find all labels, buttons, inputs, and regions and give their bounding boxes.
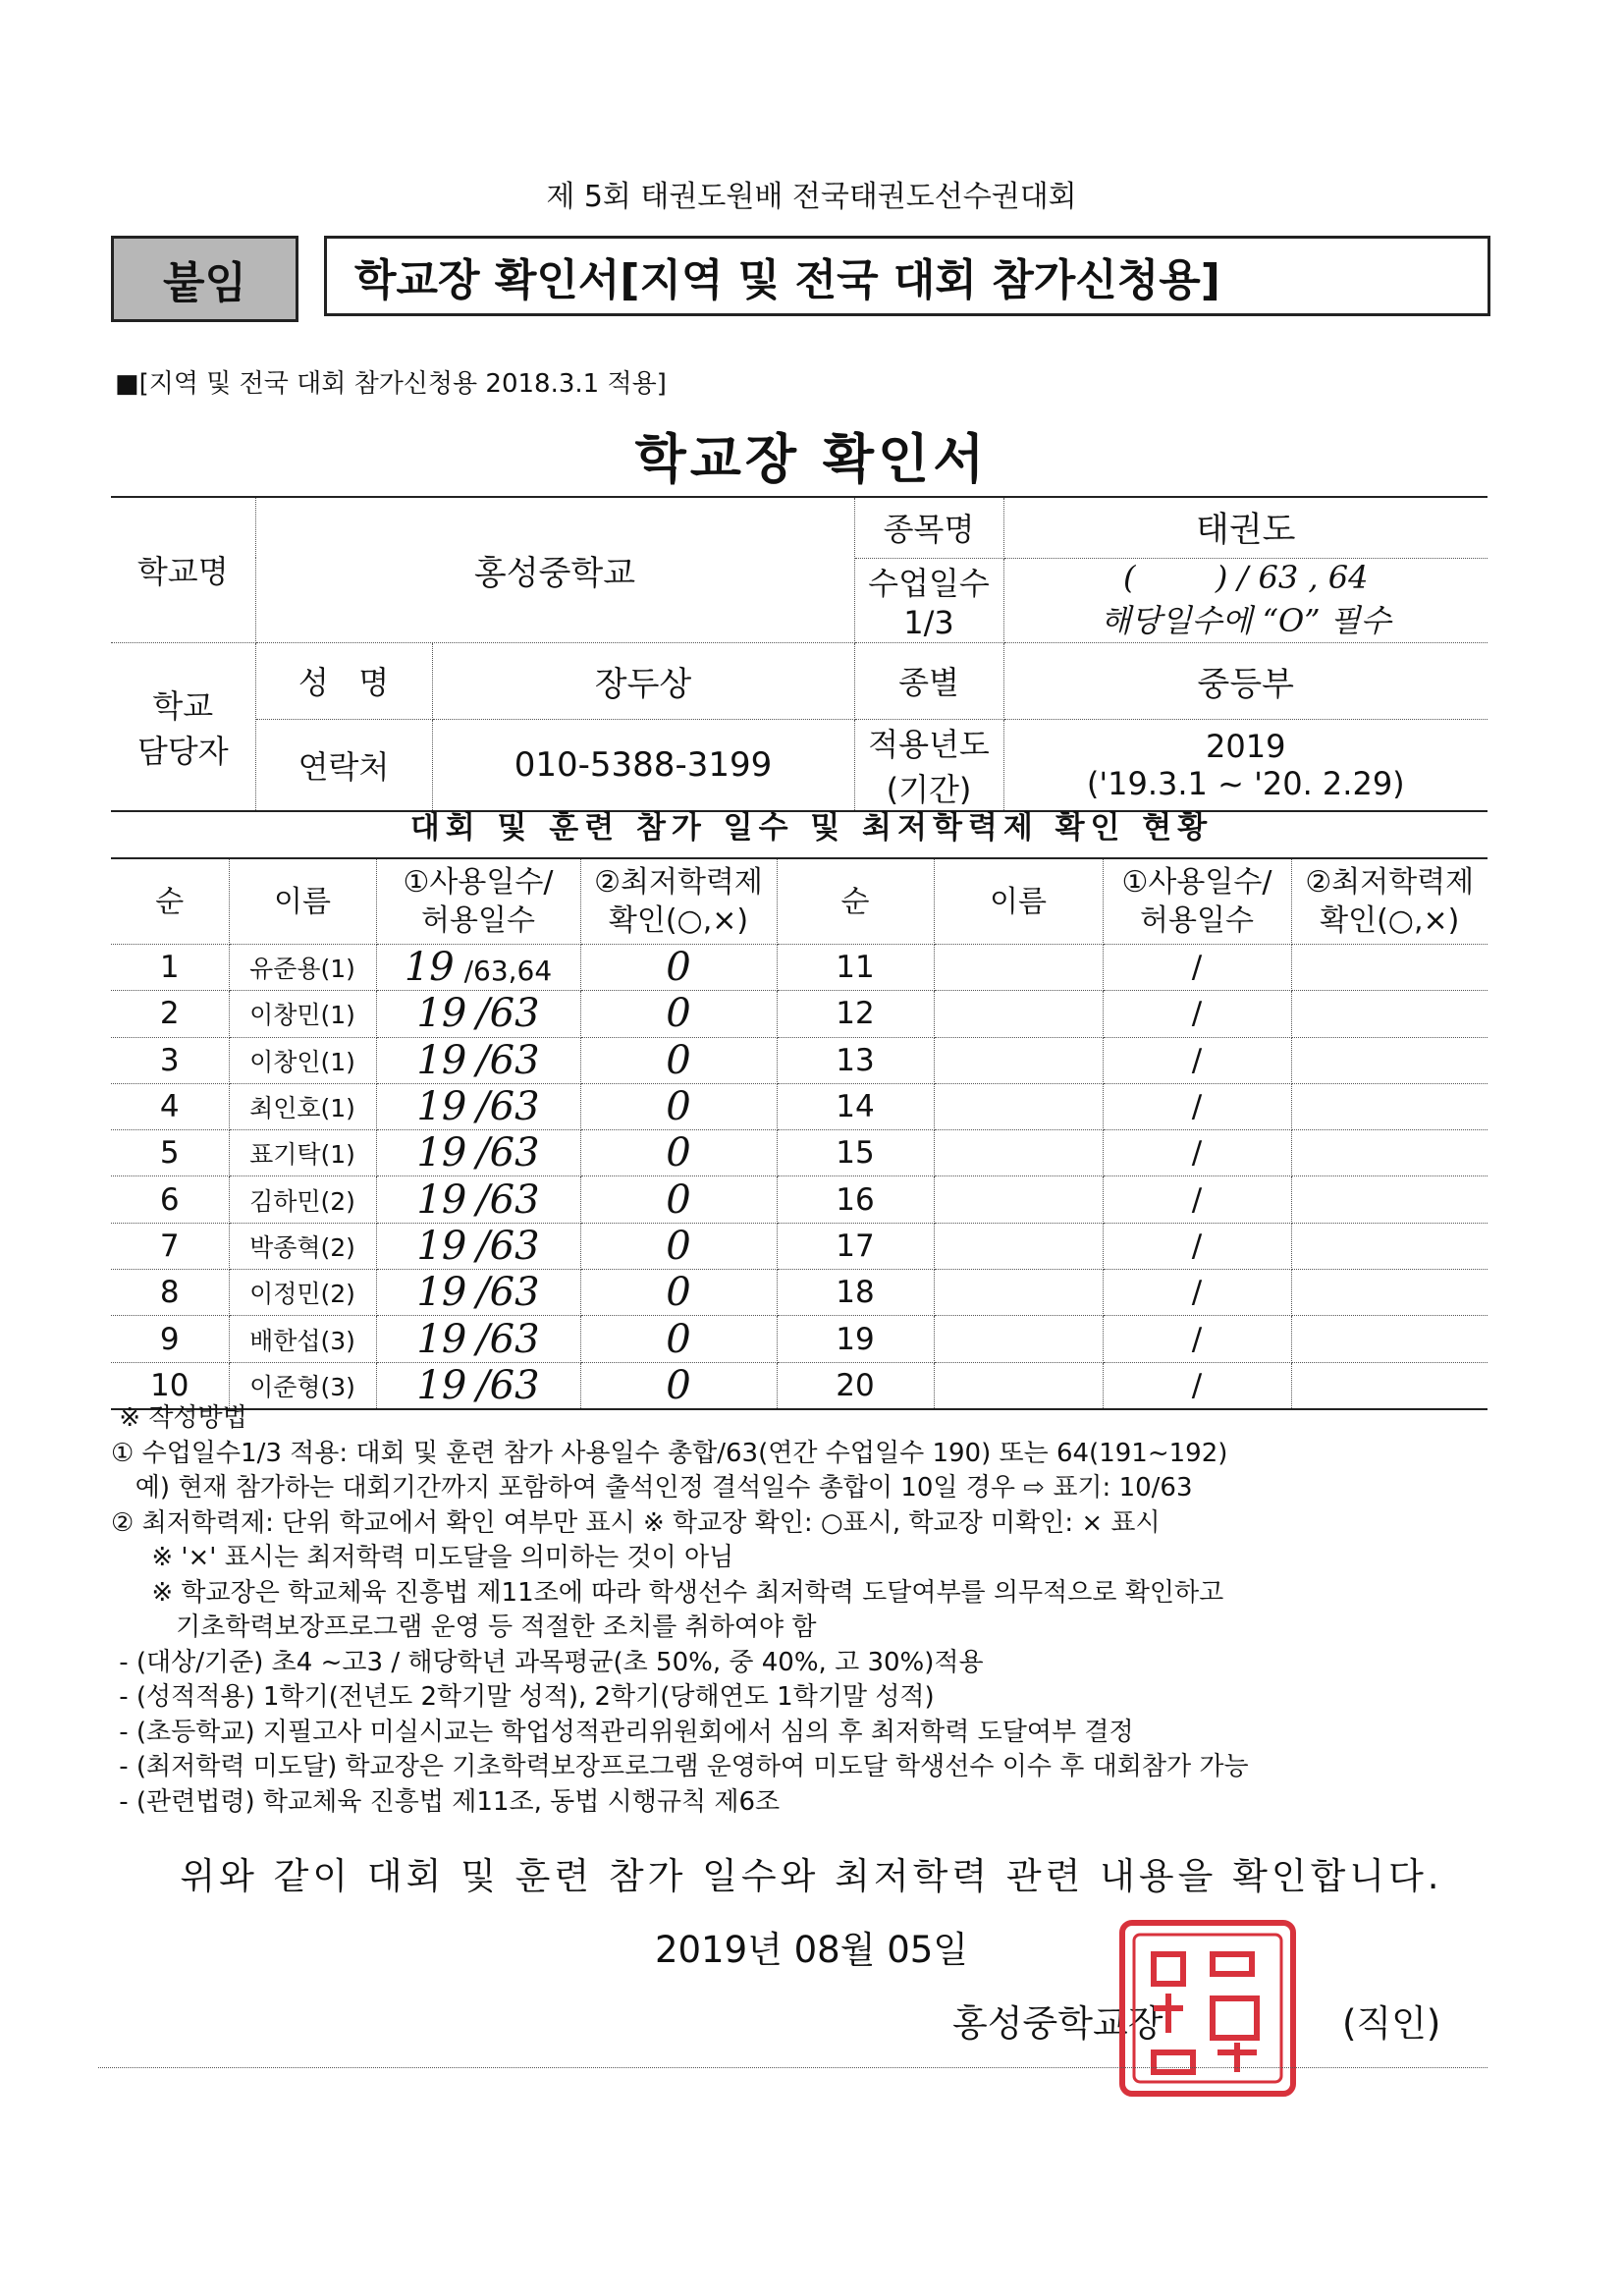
note-line: ※ 학교장은 학교체육 진흥법 제11조에 따라 학생선수 최저학력 도달여부를 의무적으로 확인하고: [111, 1577, 1224, 1608]
col-min: [580, 858, 777, 945]
row-no: 12: [777, 991, 934, 1037]
days-empty: /: [1103, 1270, 1291, 1316]
min-check: 0: [580, 991, 777, 1037]
document-title: 학교장 확인서: [634, 428, 989, 490]
allowed-days: /63: [476, 1316, 540, 1362]
used-days: 19: [416, 1084, 467, 1130]
note-line: - (최저학력 미도달) 학교장은 기초학력보장프로그램 운영하여 미도달 학생선수 이수 후 대회참가 가능: [111, 1752, 1249, 1781]
col-min-b-2: 확인(○,×): [1320, 903, 1460, 938]
sport-label: 종목명: [854, 497, 1003, 558]
student-name-empty: [934, 945, 1103, 991]
student-name-empty: [934, 1316, 1103, 1362]
used-days: 19: [416, 1037, 467, 1083]
division-value: 중등부: [1003, 642, 1488, 719]
name-label: 성 명: [255, 642, 432, 719]
row-no: 16: [777, 1176, 934, 1223]
summary-heading: 대회 및 훈련 참가 일수 및 최저학력제 확인 현황: [409, 810, 1214, 846]
note-line: - (초등학교) 지필고사 미실시교는 학업성적관리위원회에서 심의 후 최저학력 도달여부 결정: [111, 1717, 1134, 1747]
allowed-days: /63,64: [463, 955, 553, 988]
bottom-divider: [98, 2067, 1488, 2068]
note-line: - (대상/기준) 초4 ~고3 / 해당학년 과목평균(초 50%, 중 40%, 고 30%)적용: [111, 1647, 984, 1677]
col-name-2: 이름: [934, 858, 1103, 945]
row-no: 10: [111, 1362, 229, 1409]
year-label-2: (기간): [886, 770, 972, 808]
used-days: 19: [416, 1316, 467, 1362]
col-min-b-1: ②최저학력제: [1305, 865, 1475, 900]
min-empty: [1291, 1223, 1488, 1269]
col-days-b-2: 허용일수: [1140, 903, 1254, 938]
days-cell: [376, 1270, 580, 1316]
table-row: [111, 991, 1488, 1037]
col-min-b: [1291, 858, 1488, 945]
class-days-label: [854, 558, 1003, 642]
allowed-days: /63: [476, 1362, 540, 1408]
row-no: 14: [777, 1083, 934, 1129]
phone-label: 연락처: [255, 719, 432, 811]
days-cell: [376, 991, 580, 1037]
student-name-empty: [934, 1037, 1103, 1083]
allowed-days: /63: [476, 1176, 540, 1223]
class-days-note: 해당일수에 “O” 필수: [1100, 602, 1391, 639]
min-empty: [1291, 1316, 1488, 1362]
min-check: 0: [580, 1270, 777, 1316]
col-min-2: 확인(○,×): [608, 903, 749, 938]
year-label: [854, 719, 1003, 811]
student-name-empty: [934, 1223, 1103, 1269]
student-name-empty: [934, 1270, 1103, 1316]
student-name: 김하민(2): [229, 1176, 376, 1223]
year-value-1: 2019: [1206, 727, 1286, 765]
min-empty: [1291, 991, 1488, 1037]
contact-group-label-2: 담당자: [136, 732, 229, 770]
year-value-2: ('19.3.1 ~ '20. 2.29): [1086, 764, 1405, 802]
row-no: 11: [777, 945, 934, 991]
row-no: 17: [777, 1223, 934, 1269]
student-name-empty: [934, 1176, 1103, 1223]
student-name: 이정민(2): [229, 1270, 376, 1316]
attachment-label: 붙임: [111, 236, 298, 322]
contact-group-label: [111, 642, 255, 811]
note-line: ② 최저학력제: 단위 학교에서 확인 여부만 표시 ※ 학교장 확인: ○표시, 학교장 미확인: × 표시: [111, 1507, 1161, 1538]
col-days-b-1: ①사용일수/: [1121, 865, 1272, 900]
note-line: ※ 작성방법: [111, 1403, 247, 1433]
principal-signer: 홍성중학교장: [952, 2002, 1163, 2045]
row-no: 3: [111, 1037, 229, 1083]
used-days: 19: [416, 1362, 467, 1408]
row-no: 6: [111, 1176, 229, 1223]
sport-value: 태권도: [1003, 497, 1488, 558]
used-days: 19: [416, 1270, 467, 1316]
row-no: 19: [777, 1316, 934, 1362]
days-cell: [376, 1130, 580, 1176]
min-empty: [1291, 1083, 1488, 1129]
school-info-table: [111, 496, 1488, 812]
official-seal-icon: [1114, 1915, 1301, 2102]
note-line: 기초학력보장프로그램 운영 등 적절한 조치를 취하여야 함: [111, 1613, 817, 1642]
used-days: 19: [416, 1176, 467, 1223]
table-row: [111, 1130, 1488, 1176]
min-check: 0: [580, 945, 777, 991]
col-min-1: ②최저학력제: [594, 865, 763, 900]
col-days: [376, 858, 580, 945]
table-row: [111, 1037, 1488, 1083]
used-days: 19: [416, 1223, 467, 1269]
note-line: - (관련법령) 학교체육 진흥법 제11조, 동법 시행규칙 제6조: [111, 1786, 781, 1817]
form-header: 학교장 확인서[지역 및 전국 대회 참가신청용]: [324, 236, 1490, 316]
instructions: [111, 1401, 1486, 1820]
col-name: 이름: [229, 858, 376, 945]
class-days-label-2: 1/3: [903, 604, 954, 641]
min-empty: [1291, 1270, 1488, 1316]
student-name: 표기탁(1): [229, 1130, 376, 1176]
contact-group-label-1: 학교: [152, 686, 214, 725]
table-row: [111, 1083, 1488, 1129]
row-no: 18: [777, 1270, 934, 1316]
min-check: 0: [580, 1223, 777, 1269]
school-value: 홍성중학교: [255, 497, 854, 642]
school-label: 학교명: [111, 497, 255, 642]
days-cell: [376, 1083, 580, 1129]
days-empty: /: [1103, 945, 1291, 991]
seal-label: (직인): [1342, 2002, 1441, 2045]
student-name: 이준형(3): [229, 1362, 376, 1409]
phone-value: 010-5388-3199: [432, 719, 854, 811]
class-days-cell: [1003, 558, 1488, 642]
roster-table: [111, 857, 1488, 1410]
class-days-value: ( ) / 63 , 64: [1123, 559, 1369, 596]
row-no: 5: [111, 1130, 229, 1176]
table-row: [111, 1223, 1488, 1269]
note-line: ① 수업일수1/3 적용: 대회 및 훈련 참가 사용일수 총합/63(연간 수업일수 190) 또는 64(191~192): [111, 1438, 1228, 1468]
name-value: 장두상: [432, 642, 854, 719]
days-empty: /: [1103, 1130, 1291, 1176]
student-name-empty: [934, 1130, 1103, 1176]
allowed-days: /63: [476, 1037, 540, 1083]
class-days-label-1: 수업일수: [868, 565, 990, 602]
min-check: 0: [580, 1316, 777, 1362]
student-name: 이창인(1): [229, 1037, 376, 1083]
min-empty: [1291, 1176, 1488, 1223]
allowed-days: /63: [476, 1130, 540, 1176]
student-name-empty: [934, 991, 1103, 1037]
table-row: [111, 1316, 1488, 1362]
days-cell: [376, 1223, 580, 1269]
days-empty: /: [1103, 1223, 1291, 1269]
confirmation-statement: 위와 같이 대회 및 훈련 참가 일수와 최저학력 관련 내용을 확인합니다.: [180, 1855, 1443, 1897]
note-line: ※ '×' 표시는 최저학력 미도달을 의미하는 것이 아님: [111, 1543, 734, 1572]
used-days: 19: [404, 945, 455, 991]
min-check: 0: [580, 1130, 777, 1176]
days-empty: /: [1103, 1362, 1291, 1409]
row-no: 4: [111, 1083, 229, 1129]
used-days: 19: [416, 1130, 467, 1176]
student-name: 이창민(1): [229, 991, 376, 1037]
min-empty: [1291, 1130, 1488, 1176]
days-empty: /: [1103, 1176, 1291, 1223]
allowed-days: /63: [476, 1270, 540, 1316]
row-no: 1: [111, 945, 229, 991]
student-name-empty: [934, 1083, 1103, 1129]
days-empty: /: [1103, 991, 1291, 1037]
form-note: ■[지역 및 전국 대회 참가신청용 2018.3.1 적용]: [115, 369, 667, 399]
row-no: 20: [777, 1362, 934, 1409]
days-empty: /: [1103, 1083, 1291, 1129]
min-check: 0: [580, 1083, 777, 1129]
row-no: 2: [111, 991, 229, 1037]
min-check: 0: [580, 1037, 777, 1083]
row-no: 9: [111, 1316, 229, 1362]
min-check: 0: [580, 1362, 777, 1409]
min-empty: [1291, 945, 1488, 991]
student-name: 배한섭(3): [229, 1316, 376, 1362]
min-empty: [1291, 1037, 1488, 1083]
col-days-1: ①사용일수/: [403, 865, 554, 900]
event-title: 제 5회 태권도원배 전국태권도선수권대회: [546, 180, 1077, 214]
table-row: [111, 1176, 1488, 1223]
row-no: 13: [777, 1037, 934, 1083]
col-no: 순: [111, 858, 229, 945]
used-days: 19: [416, 991, 467, 1037]
days-empty: /: [1103, 1316, 1291, 1362]
table-row: [111, 1270, 1488, 1316]
allowed-days: /63: [476, 1084, 540, 1130]
row-no: 15: [777, 1130, 934, 1176]
days-cell: [376, 1176, 580, 1223]
row-no: 7: [111, 1223, 229, 1269]
year-label-1: 적용년도: [868, 725, 990, 763]
student-name: 유준용(1): [229, 945, 376, 991]
note-line: - (성적적용) 1학기(전년도 2학기말 성적), 2학기(당해연도 1학기말 성적): [111, 1682, 935, 1712]
note-line: 예) 현재 참가하는 대회기간까지 포함하여 출석인정 결석일수 총합이 10일 경우 ⇨ 표기: 10/63: [111, 1473, 1193, 1503]
allowed-days: /63: [476, 991, 540, 1037]
days-cell: [376, 1037, 580, 1083]
col-days-2: 허용일수: [421, 903, 535, 938]
min-check: 0: [580, 1176, 777, 1223]
allowed-days: /63: [476, 1223, 540, 1269]
row-no: 8: [111, 1270, 229, 1316]
days-cell: [376, 945, 580, 991]
issue-date: 2019년 08월 05일: [654, 1929, 969, 1971]
year-value: [1003, 719, 1488, 811]
student-name: 최인호(1): [229, 1083, 376, 1129]
student-name: 박종혁(2): [229, 1223, 376, 1269]
days-empty: /: [1103, 1037, 1291, 1083]
col-days-b: [1103, 858, 1291, 945]
col-no-2: 순: [777, 858, 934, 945]
division-label: 종별: [854, 642, 1003, 719]
days-cell: [376, 1316, 580, 1362]
table-row: [111, 945, 1488, 991]
